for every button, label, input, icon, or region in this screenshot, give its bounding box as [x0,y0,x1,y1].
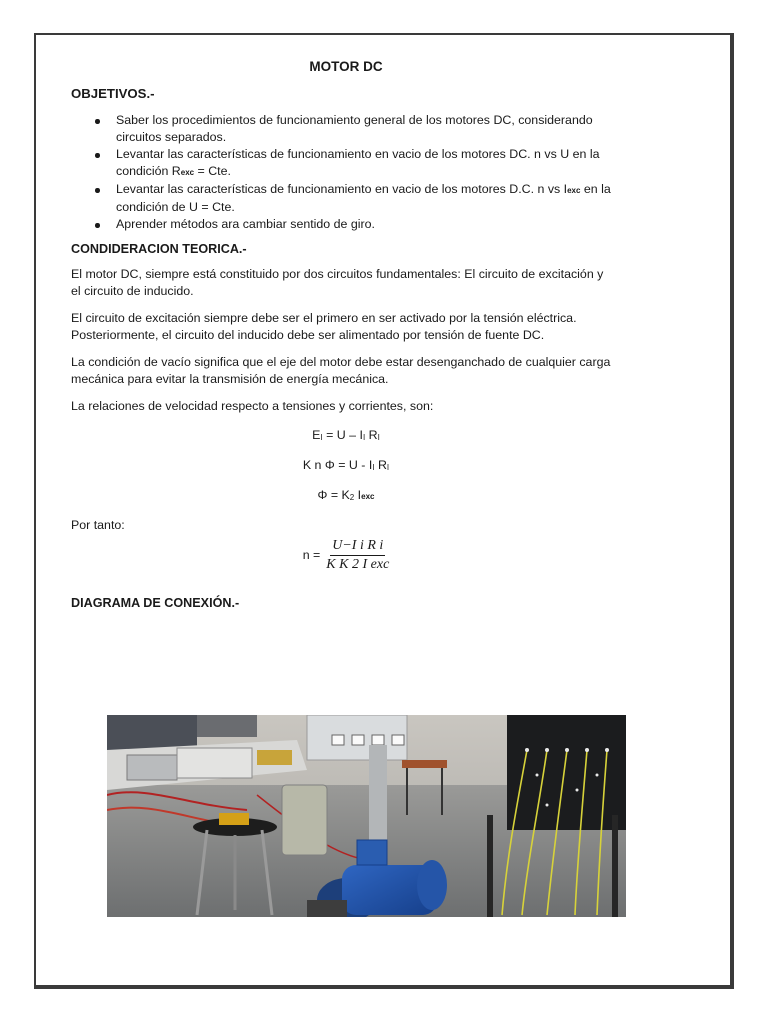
document-content [71,58,611,621]
theory-paragraph: La relaciones de velocidad respecto a tensiones y corrientes, son: [71,399,434,413]
objectives-heading: OBJETIVOS.- [71,86,155,101]
list-item: Levantar las características de funcionamiento en vacio de los motores D.C. n vs Iexc en la condición de U = Cte. [116,182,611,214]
equation-2: K n Φ = U - II RI [302,458,390,472]
formula-numerator: U−I i R i [330,538,385,556]
theory-heading: CONDIDERACION TEORICA.- [71,242,247,256]
equation-1: EI = U – II RI [312,428,380,442]
list-item: Levantar las características de funcionamiento en vacio de los motores DC. n vs U en la condición Rexc = Cte. [116,146,611,181]
equation-3: Φ = K2 Iexc [317,488,375,502]
theory-paragraph: El motor DC, siempre está constituido por dos circuitos fundamentales: El circuito de excitación y el circuito de inducido. [71,267,604,298]
list-item: Aprender métodos ara cambiar sentido de giro. [116,216,611,233]
page-title: MOTOR DC [309,59,383,74]
lab-setup-photo [107,715,626,917]
theory-paragraph: La condición de vacío significa que el eje del motor debe estar desenganchado de cualquier carga mecánica para evitar la transmisión de energía mecánica. [71,355,611,386]
formula-denominator: K K 2 I exc [326,557,390,572]
list-item: Saber los procedimientos de funcionamiento general de los motores DC, considerando circuitos separados. [116,112,611,146]
theory-paragraph: El circuito de excitación siempre debe ser el primero en ser activado por la tensión eléctrica. Posteriormente, el circuito del inducido debe ser alimentado por tensión de fuente DC. [71,311,577,342]
speed-formula: n = $\frac{\text{U−I i R i}}{\text{K K 2 I exc}}$ [302,538,390,572]
objectives-list [71,112,611,233]
therefore-text: Por tanto: [71,518,125,532]
diagram-heading: DIAGRAMA DE CONEXIÓN.- [71,596,240,610]
